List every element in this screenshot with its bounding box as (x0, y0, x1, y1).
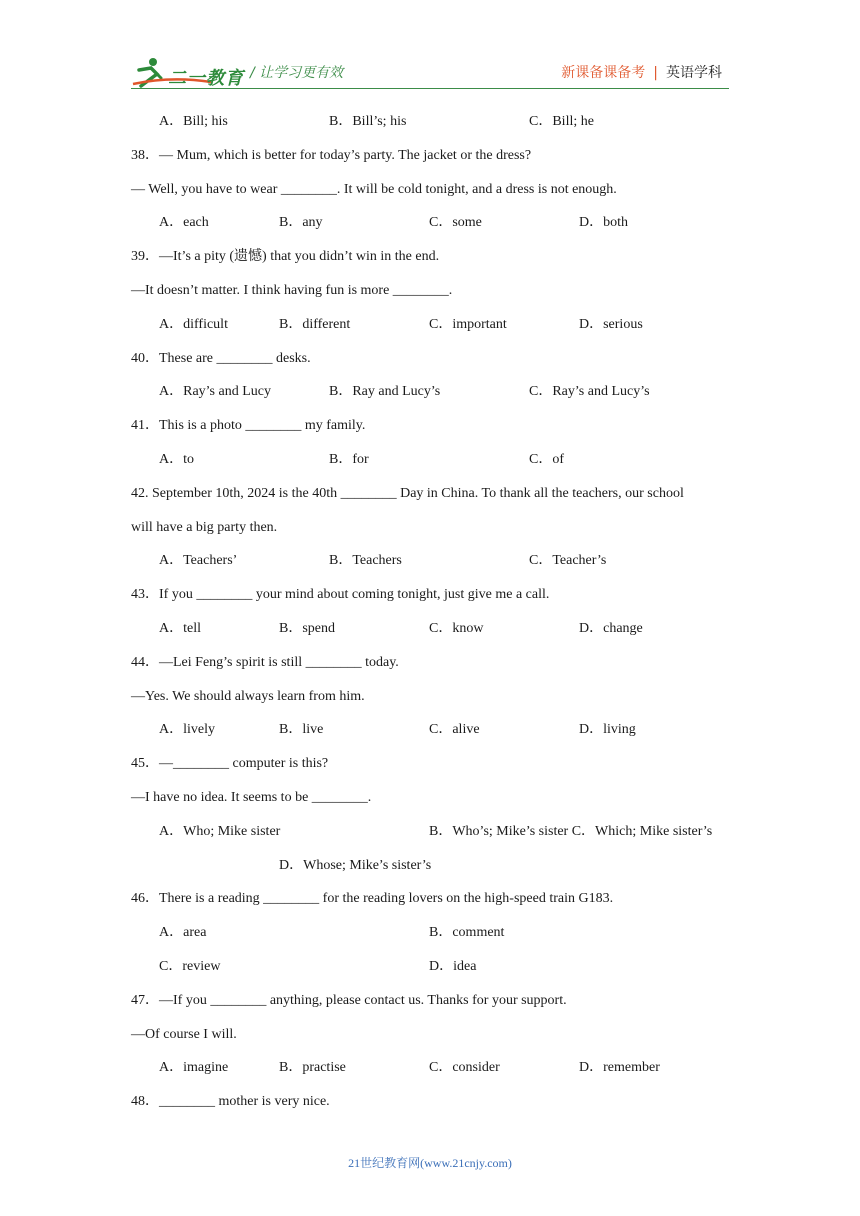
question-line: 48．________ mother is very nice. (131, 1094, 330, 1110)
header-divider (131, 88, 729, 89)
question-line: 45．—________ computer is this? (131, 756, 329, 772)
options-row (131, 544, 741, 578)
option-item: B．different (279, 316, 351, 332)
option-item: C．review (159, 958, 221, 974)
option-item: A．imagine (159, 1060, 229, 1076)
option-item: C．consider (429, 1060, 500, 1076)
question-line: 38．— Mum, which is better for today’s party. The jacket or the dress? (131, 147, 532, 163)
option-item: B．Who’s; Mike’s sister C．Which; Mike sister’s (429, 823, 713, 839)
option-item: B．spend (279, 620, 335, 636)
question-line: 40．These are ________ desks. (131, 350, 311, 366)
option-item: D．change (579, 620, 643, 636)
question-line: —I have no idea. It seems to be ________. (131, 789, 372, 805)
options-row (131, 950, 741, 984)
option-item: A．Who; Mike sister (159, 823, 281, 839)
option-item: D．serious (579, 316, 643, 332)
option-item: B．comment (429, 925, 505, 941)
options-row (131, 1051, 741, 1085)
question-line: 42. September 10th, 2024 is the 40th ________ Day in China. To thank all the teachers, our school (131, 485, 684, 501)
option-item: D．living (579, 722, 636, 738)
options-row (131, 443, 741, 477)
option-item: B．Bill’s; his (329, 114, 407, 129)
logo-text: 二一教育 (168, 68, 244, 89)
question-line: —Of course I will. (131, 1026, 237, 1042)
question-line: — Well, you have to wear ________. It will be cold tonight, and a dress is not enough. (131, 181, 617, 197)
question-line: 46．There is a reading ________ for the reading lovers on the high-speed train G183. (131, 891, 614, 907)
option-item: A．difficult (159, 316, 228, 332)
option-item: A．Teachers’ (159, 553, 238, 569)
header-subject: 英语学科 (666, 65, 722, 81)
option-item: B．Ray and Lucy’s (329, 384, 441, 400)
option-item: A．tell (159, 620, 201, 636)
question-line: 39．—It’s a pity (遗憾) that you didn’t win in the end. (131, 249, 440, 265)
header-separator: | (653, 65, 658, 81)
option-item: C．Bill; he (529, 114, 594, 129)
option-item: D．both (579, 215, 628, 231)
slogan: / 让学习更有效 (250, 65, 344, 81)
footer-source: 21世纪教育网(www.21cnjy.com) (348, 1156, 512, 1170)
options-row (131, 206, 741, 240)
option-item: A．Ray’s and Lucy (159, 384, 271, 400)
header-right (561, 62, 722, 82)
option-item: A．lively (159, 722, 215, 738)
option-item: A．to (159, 451, 194, 467)
option-item: A．Bill; his (159, 114, 228, 129)
option-item: C．alive (429, 722, 480, 738)
option-item: B．practise (279, 1060, 346, 1076)
options-row (131, 815, 741, 849)
question-line: —Yes. We should always learn from him. (131, 688, 365, 704)
page-header (0, 0, 860, 96)
option-item: A．each (159, 215, 209, 231)
option-item: C．Ray’s and Lucy’s (529, 384, 650, 400)
header-tagline: 新课备课备考 (561, 65, 646, 81)
options-row (131, 849, 741, 883)
option-item: C．know (429, 620, 484, 636)
option-item: B．any (279, 215, 323, 231)
question-line: 47．—If you ________ anything, please contact us. Thanks for your support. (131, 992, 567, 1008)
options-row (131, 105, 741, 139)
question-list (131, 105, 741, 1119)
options-row (131, 375, 741, 409)
option-item: D．Whose; Mike’s sister’s (279, 857, 432, 873)
option-item: C．important (429, 316, 507, 332)
option-item: C．Teacher’s (529, 553, 607, 569)
option-item: B．for (329, 451, 369, 467)
question-line: will have a big party then. (131, 519, 278, 535)
option-item: C．of (529, 451, 564, 467)
options-row (131, 612, 741, 646)
option-item: D．remember (579, 1060, 660, 1076)
question-line: —It doesn’t matter. I think having fun is more ________. (131, 282, 453, 298)
option-item: B．Teachers (329, 553, 402, 569)
option-item: B．live (279, 722, 324, 738)
option-item: C．some (429, 215, 482, 231)
option-item: A．area (159, 925, 207, 941)
options-row (131, 916, 741, 950)
question-line: 41．This is a photo ________ my family. (131, 418, 366, 434)
question-line: 43．If you ________ your mind about coming tonight, just give me a call. (131, 587, 550, 603)
option-item: D．idea (429, 958, 477, 974)
options-row (131, 308, 741, 342)
question-line: 44．—Lei Feng’s spirit is still ________ today. (131, 654, 399, 670)
options-row (131, 713, 741, 747)
